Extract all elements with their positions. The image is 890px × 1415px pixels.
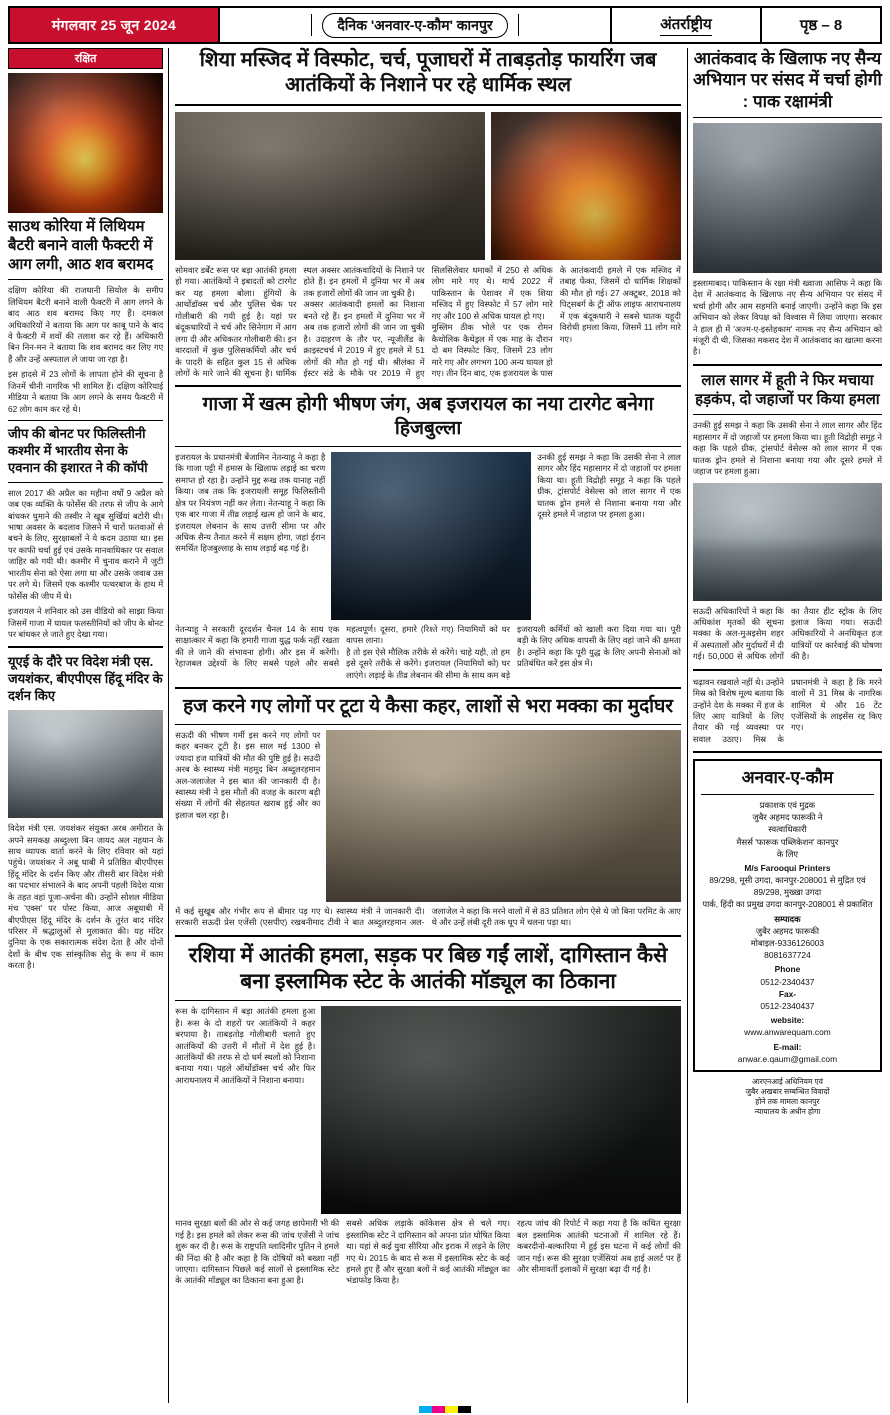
imprint-title: अनवार-ए-कौम xyxy=(701,766,874,795)
imprint-email-label: E-mail: xyxy=(773,1041,802,1052)
right-story1-body: इस्लामाबाद। पाकिस्तान के रक्षा मंत्री ख्वाजा आसिफ ने कहा कि देश में आतंकवाद के खिलाफ नए सैन्य अभियान पर संसद में चर्चा होगी और आम सहमति बनाई जाएगी। उन्होंने कहा कि इस अभियान को लेकर विपक्ष को विश्वास में लिया जाएगा। सरकार ने हाल ही में 'अज्म-ए-इस्तेहकाम' नामक नए सैन्य अभियान को मंजूरी दी थी, जिसका मकसद देश में आतंकवाद का खात्मा करना है। xyxy=(692,277,882,357)
imprint-phone-label: Phone xyxy=(774,964,801,975)
imprint-editor-name: जुबैर अहमद फारूकी xyxy=(755,925,819,936)
story4-headline: रशिया में आतंकी हमला, सड़क पर बिछ गईं लाशें, दागिस्तान कैसे बना इस्लामिक स्टेट के आतंकी मॉड्यूल का ठिकाना xyxy=(188,943,668,993)
divider xyxy=(175,104,681,106)
section-category xyxy=(612,8,762,42)
right-story2-lead: उनकी हुई समझ ने कहा कि उसकी सेना ने लाल सागर और हिंद महासागर में दो जहाजों पर हमला किया था। हूती विद्रोही समूह ने कहा कि पहले ग्रीक, ट्रांसपोर्ट वेसेल्स को लाल सागर में एक घातक ड्रोन हमले से निशाना बनाया गया और दूसरे हमले में जहाज पर हमला हुआ। xyxy=(692,420,882,477)
divider xyxy=(8,420,163,421)
photo-jaishankar xyxy=(8,710,163,818)
divider xyxy=(518,14,519,36)
left-sub-text-1: साल 2017 की अप्रैल का महीना वर्षों 9 अप्रैल को जब एक व्यक्ति के फोर्सेस की तरफ से जीप के आगे बांधकर घुमाने की तस्वीर ने खूब सुर्खियां बटोरी थी। भाषा अवसर के बदलाव जिसने में चारों फतवाओं से बचने के लिए, सुरक्षाबलों ने ये कदम उठाया था। इस पर काफी चर्चा हुई एवं उसके मानवाधिकार पर सवाल जाहिर को गयी थी। कश्मीर में चुनाव कराने में जुटी भारतीय सेना को ऐसा लगा था और उसके जवाब उस पर लगे थे। जिसमें एक कश्मीर पत्थरबाज के हाथ में फोर्सेस की जीप में थे। xyxy=(8,487,164,601)
right-column xyxy=(687,48,882,1403)
story1-headline: शिया मस्जिद में विस्फोट, चर्च, पूजाघरों में ताबड़तोड़ फायरिंग जब आतंकियों के निशाने पर रहे धार्मिक स्थल xyxy=(199,49,657,96)
photo-soldiers-night xyxy=(321,1006,681,1214)
masthead-date: मंगलवार 25 जून 2024 xyxy=(10,8,220,42)
imprint-printer-address-1: 89/298, मूसी उगदा, कानपुर-208001 से मुद्रित एवं 89/298, मुख्खा उगदा xyxy=(709,875,866,898)
colorbar-yellow xyxy=(445,1406,458,1413)
story3-headline: हज करने गए लोगों पर टूटा ये कैसा कहर, लाशों से भरा मक्का का मुर्दाघर xyxy=(183,696,674,718)
imprint-phone: 0512-2340437 xyxy=(760,976,815,987)
story4-col-3: सबसे अधिक लड़ाके कॉकेशस क्षेत्र से चले गए। इस्लामिक स्टेट ने दागिस्तान को अपना प्रांत घोषित किया था। यहां से कई युवा सीरिया और इराक में लड़ने के लिए गए थे। 2015 के बाद से रूस में इस्लामिक स्टेट के कई हमले हुए हैं और सुरक्षा बलों ने कई आतंकी मॉड्यूल का भंडाफोड़ किया है। xyxy=(346,1218,511,1286)
imprint-line-3: स्वत्वाधिकारी xyxy=(768,824,807,835)
divider xyxy=(175,935,681,937)
imprint-website[interactable]: www.anwarequam.com xyxy=(744,1027,831,1038)
divider xyxy=(8,646,163,648)
imprint-footer-4: न्यायालय के अधीन होगा xyxy=(754,1107,821,1117)
story2-col-3: है तो इस ऐसे मौलिक तरीके से करेंगे। चाहे यही, तो हम इसे दूसरे तरीके से करेंगे। इजरायल (नियामियों को) घर लाएंगे। लड़ाई के तीव्र लेबनान की सीमा के साथ कम बड़े इजरायली कर्मियों को खाली करा दिया गया था। पूरी बड़ी के लिए अधिक वापसी के लिए वहां जाने की क्षमता है। उन्होंने कहा कि पूरी युद्ध के लिए अपनी सेनाओं को प्रतिबंधित करें इस क्षेत्र में। xyxy=(346,623,681,680)
story3-body-lower xyxy=(175,906,681,929)
imprint-website-label: website: xyxy=(770,1015,805,1026)
right-extra-col: चढ़ावन रखवाले नहीं थे। उन्होंने मिस्र को विशेष मूल्य बताया कि उन्होंने देश के मक्का में हज के लिए आए यात्रियों के लिए तैयार की गई व्यवस्था पर सवाल उठाए। मिस्र के प्रधानमंत्री ने कहा है कि मरने वालों में 31 मिस्र के नागरिक शामिल थे और 16 टेंट एजेंसियों के लाइसेंस रद्द किए गए। xyxy=(692,676,882,744)
photo-factory-fire xyxy=(8,73,163,213)
print-registration-colorbar xyxy=(419,1406,471,1413)
divider xyxy=(175,724,681,725)
left-lead-text-2: इस हादसे में 23 लोगों के लापता होने की सूचना है जिनमें चीनी नागरिक भी शामिल हैं। दक्षिण कोरियाई मीडिया ने बताया कि आग लगने के समय फैक्टरी में 62 लोग काम कर रहे थे। xyxy=(8,369,164,414)
imprint-box xyxy=(693,759,882,1072)
divider xyxy=(693,414,882,415)
story4-col-2: मानव सुरक्षा बलों की ओर से कई जगह छापेमारी भी की गई है। इस हमले को लेकर रूस की जांच एजेंसी ने जांच शुरू कर दी है। रूस के राष्ट्रपति व्लादिमीर पुतिन ने हमले की निंदा की है और कहा है कि दोषियों को बख्शा नहीं जाएगा। दागिस्तान पिछले कई सालों से इस्लामिक स्टेट के आतंकी मॉड्यूल का ठिकाना बना हुआ है। xyxy=(175,1218,340,1286)
photo-blast-rubble xyxy=(175,112,485,260)
imprint-fax-label: Fax- xyxy=(778,988,797,999)
divider xyxy=(175,385,681,387)
imprint-footer-1: आरएनआई अधिनियम एवं xyxy=(751,1076,823,1086)
colorbar-black xyxy=(458,1406,471,1413)
imprint-line-1: प्रकाशक एवं मुद्रक xyxy=(759,799,816,810)
imprint-mobile: मोबाइल-9336126003 xyxy=(750,938,825,949)
imprint-footer xyxy=(693,1077,882,1118)
right-story2-headline: लाल सागर में हूती ने फिर मचाया हड़कंप, दो जहाजों पर किया हमला xyxy=(695,371,880,408)
story4-col-1: रूस के दागिस्तान में बड़ा आतंकी हमला हुआ है। रूस के दो शहरों पर आतंकियों ने कहर बरपाया है। ताबड़तोड़ गोलीबारी चलाते हुए आतंकियों की उत्तरी में मौतों में देश हुई है। आतंकियों की तरफ से दो धर्म स्थलों को निशाना बनाया गया। पहले ऑर्थोडॉक्स चर्च और फिर आराधनालय में आतंकियों ने निशाना बनाया। xyxy=(175,1006,316,1085)
divider xyxy=(693,669,882,671)
story4-body-lower xyxy=(175,1218,681,1287)
story3-col-2: में कई सुखूब और गंभीर रूप से बीमार पड़ गए थे। स्वास्थ्य मंत्री ने जानकारी दी। सरकारी सऊदी प्रेस एजेंसी (एसपीए) रखबनीमाद टीवी ने बात अब्दुलरहमान अल-जलाजेल ने कहा कि मरने वालों में से 83 प्रतिशत लोग ऐसे थे जो बिना परमिट के आए थे और उन्हें लंबी दूरी तक धूप में चलना पड़ा था। xyxy=(175,905,681,928)
imprint-fax: 0512-2340437 xyxy=(760,1000,815,1011)
divider xyxy=(693,117,882,118)
left-sub-text-2: इजरायल ने शनिवार को उस वीडियो को साझा किया जिसमें गाजा में घायल फलस्तीनियों को जीप के बोनट पर बांधकर ले जाते हुए देखा गया। xyxy=(8,606,164,639)
story2-body-lower xyxy=(175,624,681,681)
divider xyxy=(175,1000,681,1001)
imprint-line-2: जुबैर अहमद फारूकी ने xyxy=(752,812,823,823)
story2-col-2: नेतन्याहू ने सरकारी दूरदर्शन चैनल 14 के साथ एक साक्षात्कार में कहा कि हमारी गाजा युद्ध फर्क नहीं रखता की ले जाने की संभावना होगी। और इस में करेंगी। रेहाजबल उद्देश्यों के लिए सबसे पहले और सबसे महत्वपूर्ण। दूसरा, हमारे (रिश्ते गए) नियामियों को घर वापस लाना। xyxy=(175,623,511,669)
left-lead-headline: साउथ कोरिया में लिथियम बैटरी बनाने वाली फैक्टरी में आग लगी, आठ शव बरामद xyxy=(8,218,154,273)
story1-col-3: मुस्लिम ठीक भोले पर एक रोमन कैथोलिक कैथेड्रल में एक माह के दौरान दो बम विस्फोट किए, जिसमें 23 लोग मारे गए और लगभग 100 अन्य घायल हो गए। तीन दिन बाद, एक इजरायल के पास के आतंकवादी हमले में एक मस्जिद में तबाह फेंका, जिसमें दो धार्मिक शिक्षकों की मौत हो गई। 27 अक्टूबर, 2018 को पिट्सबर्ग के ट्री ऑफ लाइफ आराधनालय में एक बंदूकधारी ने सबसे घातक यहूदी विरोधी हमला किया, जिसमें 11 लोग मारे गए। xyxy=(431,265,681,378)
divider xyxy=(175,687,681,689)
imprint-footer-2: जुबैर अखबार सम्बन्धित विवादों xyxy=(745,1087,830,1097)
page-number: पृष्ठ – 8 xyxy=(799,17,843,34)
story1-col-2: अक्सर आतंकवादी हमलों का निशाना बनते रहे हैं। इन हमलों में दुनिया भर में अब तक हजारों लोगों की जान जा चुकी है। उदाहरण के तौर पर, न्यूजीलैंड के क्राइस्टचर्च में 2019 में हुए हमले में 51 लोगों की मौत हो गई थी। श्रीलंका में ईस्टर संडे के मौके पर 2019 में हुए सिलसिलेवार धमाकों में 250 से अधिक लोग मारे गए थे। मार्च 2022 में पाकिस्तान के पेशावर में एक शिया मस्जिद में हुए विस्फोट में 57 लोग मारे गए और 100 से अधिक घायल हो गए। xyxy=(303,265,553,378)
page-grid xyxy=(8,48,882,1403)
right-story2-body xyxy=(693,606,882,663)
divider xyxy=(311,14,312,36)
right-story2-col: सऊदी अधिकारियों ने कहा कि अधिकांश मृतकों की सूचना मक्का के अल-मुअइसेम शहर में अस्पतालों और मुर्दाघरों में दी गई। 50,000 से अधिक लोगों का तैयार हीट स्ट्रोक के लिए इलाज किया गया। सऊदी अधिकारियों ने अनधिकृत हज यात्रियों पर कार्रवाई की घोषणा की है। xyxy=(692,605,882,662)
imprint-rni: 8081637724 xyxy=(764,950,811,961)
section-category-label: अंतर्राष्ट्रीय xyxy=(660,14,711,36)
imprint-editor-label: सम्पादक xyxy=(774,913,801,924)
story1-body xyxy=(175,265,681,379)
left-sub-headline-2: यूएई के दौरे पर विदेश मंत्री एस. जयशंकर, बीएपीएस हिंदू मंदिर के दर्शन किए xyxy=(8,654,163,704)
left-column xyxy=(8,48,169,1403)
story3-col-1: सऊदी की भीषण गर्मी इस करने गए लोगों पर कहर बनकर टूटी है। इस साल मई 1300 से ज्यादा हज यात्रियों की मौत की पुष्टि हुई है। सउदी अरब के स्वास्थ्य मंत्री महमूद बिन अब्दुलरहमान अल-जलाजेल ने इस बात की जानकारी दी है। स्वास्थ्य मंत्री ने इस मौतों की वजह के कारण बड़ी संख्या में लोगों की सेहतयत खराब हुई और का इलाज चल रहा है। xyxy=(175,729,321,820)
photo-fire-building xyxy=(491,112,681,260)
photo-netanyahu xyxy=(331,452,531,620)
left-sub-headline-1: जीप की बोनट पर फिलिस्तीनी कश्मीर में भारतीय सेना के एवनान की इशारत ने की कॉपी xyxy=(8,426,148,475)
right-extra-body xyxy=(693,677,882,746)
left-badge: रक्षित xyxy=(8,48,163,69)
right-story1-headline: आतंकवाद के खिलाफ नए सैन्य अभियान पर संसद में चर्चा होगी : पाक रक्षामंत्री xyxy=(693,49,882,111)
story1-col-1: सोमवार डर्बेंट रूस पर बड़ा आतंकी हमला हो गया। आतंकियों ने इबादतों को टारगेट कर यह हमला बोला। हुंगियों के आर्थोडॉक्स चर्च और पुलिस चेक पर गोलीबारी की गयी हुई है। यहां पर बंदूकधारियों ने चर्च और सिनेगाग में आग लगा दी और अधिकतर गोलीबारी की। इन वारदातों में कुछ पुलिसकर्मियों और चर्च के पादरी के सहित कुल 15 से अधिक लोगों के मारे जाने की सूचना है। धार्मिक स्थल अक्सर आतंकवादियों के निशाने पर होते हैं। इन हमलों में दुनिया भर में अब तक हजारों लोगों की जान जा चुकी है। xyxy=(175,265,425,378)
photo-attacked-ship xyxy=(693,483,882,601)
colorbar-magenta xyxy=(432,1406,445,1413)
divider xyxy=(175,446,681,447)
story4-col-4: रहत्य जांच की रिपोर्ट में कहा गया है कि कथित सुरक्षा बल इस्लामिक आतंकी घटनाओं में शामिल रहे हैं। कबरदीनो-बल्कारिया में हुई इस घटना में कई लोगों की जान गई। रूस की सुरक्षा एजेंसियां अब हाई अलर्ट पर हैं और सीमावर्ती इलाकों में सुरक्षा बढ़ा दी गई है। xyxy=(517,1218,681,1274)
imprint-line-4: मैसर्स 'फारूक पब्लिकेशन' कानपुर xyxy=(736,836,839,847)
story2-col-1: इजरायल के प्रधानमंत्री बेंजामिन नेतन्याहू ने कहा है कि गाजा पट्टी में हमास के खिलाफ लड़ाई का चरण समाप्त हो रहा है। उन्होंने मुद्द रूख तक यानाह नहीं किया। जब तक कि इजरायली समूह फिलिस्तीनी क्षेत्र पर नियंत्रण नहीं कर लेता। नेतन्याहू ने कहा कि एक बार गाजा में तीव्र लड़ाई खत्म हो जाने के बाद, इजरायल लेबनान के साथ उत्तरी सीमा पर और अधिक सैन्य तैनात करने में सक्षम होगा, जहां ईरान समर्थित हिजबुल्लाह के साथ लड़ाई बढ़ गई है। xyxy=(175,451,326,554)
story2-headline: गाजा में खत्म होगी भीषण जंग, अब इजरायल का नया टारगेट बनेगा हिजबुल्ला xyxy=(202,394,654,440)
masthead-title-area xyxy=(220,8,612,42)
divider xyxy=(693,364,882,366)
imprint-footer-3: होने तक मामला कानपुर xyxy=(755,1097,820,1107)
colorbar-cyan xyxy=(419,1406,432,1413)
photo-pak-defence-minister xyxy=(693,123,882,273)
divider xyxy=(693,751,882,753)
imprint-printer-address-2: पार्क, हिंदी का प्रमुख उगदा कानपुर-208001 से प्रकाशित xyxy=(702,899,873,910)
masthead xyxy=(8,6,882,44)
photo-hajj-crowd xyxy=(326,730,681,902)
imprint-email[interactable]: anwar.e.qaum@gmail.com xyxy=(737,1053,838,1064)
paper-name: दैनिक 'अनवार-ए-कौम' कानपुर xyxy=(322,13,507,38)
divider xyxy=(8,279,163,280)
imprint-printer-label: M/s Farooqui Printers xyxy=(744,862,831,873)
center-column xyxy=(175,48,681,1403)
left-lead-text-1: दक्षिण कोरिया की राजधानी सियोल के समीप लिथियम बैटरी बनाने वाली फैक्टरी में आग लगने के बाद आठ शव बरामद किए गए हैं। दमकल अधिकारियों ने बताया कि आग पर काबू पाने के बाद वे फैक्टरी में शवों की तलाश कर रहे हैं। अधिकारी बिन निन-मन ने बताया कि शव बरामद कर लिए गए हैं और उन्हें अस्पताल ले जाया जा रहा है। xyxy=(8,285,164,364)
imprint-line-5: के लिए xyxy=(776,848,799,859)
story2-col-4: उनकी हुई समझ ने कहा कि उसकी सेना ने लाल सागर और हिंद महासागर में दो जहाजों पर हमला किया था। हूती विद्रोही समूह ने कहा कि पहले ग्रीक, ट्रांसपोर्ट वेसेल्स को लाल सागर में एक घातक ड्रोन हमले से निशाना बनाया गया और दूसरे हमले में जहाज पर हमला हुआ। xyxy=(537,451,681,520)
divider xyxy=(8,482,163,483)
left-sub-text-3: विदेश मंत्री एस. जयशंकर संयुक्त अरब अमीरात के अपने समकक्ष अब्दुल्ला बिन जायद अल नहयान के साथ व्यापक वार्ता करने के लिए रविवार को यहां पहुंचे। जयशंकर ने अबू धाबी में प्रतिष्ठित बीएपीएस हिंदू मंदिर के दर्शन किए और तीसरी बार विदेश मंत्री का पदभार संभालने के बाद अपनी पहली विदेश यात्रा के तहत वहां पूजा-अर्चना की। उन्होंने सोशल मीडिया मंच 'एक्स' पर पोस्ट किया, आज अबूधाबी में बीएपीएस हिंदू मंदिर के दर्शन के तुरंत बाद मंदिर परिसर में श्रद्धालुओं से मुलाकात की। यह मंदिर दुनिया के एक सकारात्मक संदेश देता है और दोनों देशों के बीच एक सांस्कृतिक सेतु के रूप में काम करता है। xyxy=(8,823,164,971)
